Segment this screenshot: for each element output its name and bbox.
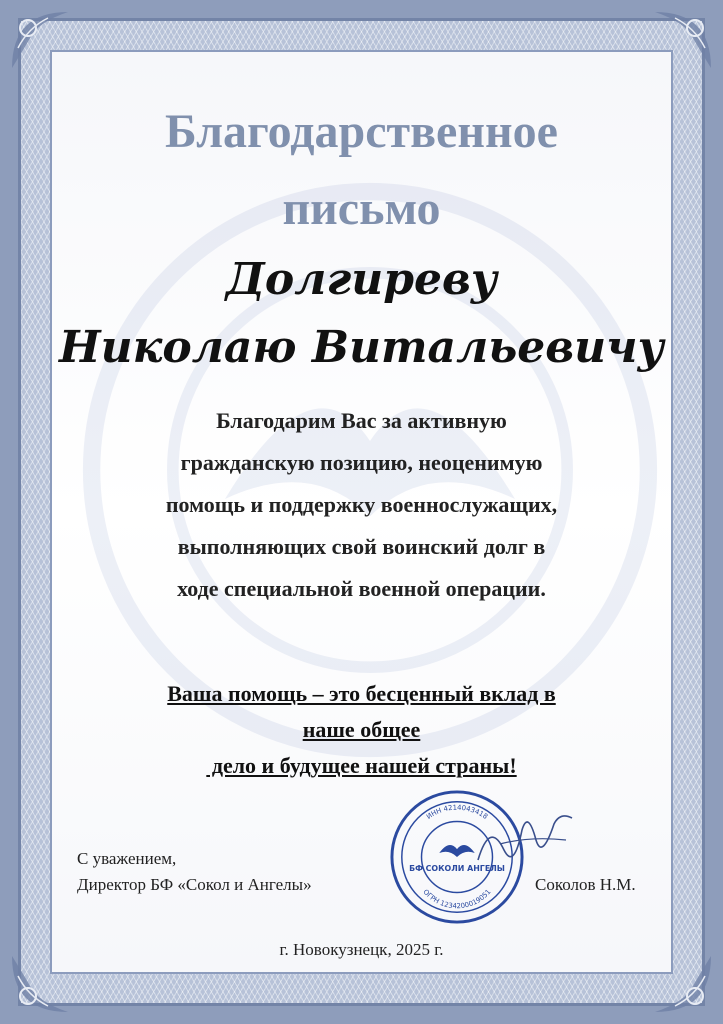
city-and-year: г. Новокузнецк, 2025 г. <box>279 940 444 959</box>
corner-ornament-icon <box>8 8 72 72</box>
corner-ornament-icon <box>8 952 72 1016</box>
highlight-line: дело и будущее нашей страны! <box>206 753 517 778</box>
recipient-surname: Долгиреву <box>225 254 498 305</box>
sender-position: Директор БФ «Сокол и Ангелы» <box>77 875 312 894</box>
svg-text:ОГРН 1234200019051: ОГРН 1234200019051 <box>421 887 493 911</box>
gratitude-text <box>80 400 643 610</box>
corner-ornament-icon <box>651 8 715 72</box>
document-title: Благодарственное <box>165 105 558 158</box>
svg-text:БФ СОКОЛИ АНГЕЛЫ: БФ СОКОЛИ АНГЕЛЫ <box>409 863 505 873</box>
corner-ornament-icon <box>651 952 715 1016</box>
gratitude-line: выполняющих свой воинский долг в <box>177 534 546 559</box>
document-title-second-line: письмо <box>282 182 441 235</box>
highlight-statement <box>80 676 643 784</box>
closing-phrase: С уважением, <box>77 849 177 868</box>
gratitude-line: гражданскую позицию, неоценимую <box>180 450 543 475</box>
svg-text:ИНН 4214043418: ИНН 4214043418 <box>424 803 490 821</box>
gratitude-line: ходе специальной военной операции. <box>177 576 546 601</box>
highlight-line: наше общее <box>302 717 421 742</box>
recipient-name: Николаю Витальевичу <box>59 322 664 373</box>
signature-block <box>77 846 312 898</box>
gratitude-line: помощь и поддержку военнослужащих, <box>165 492 558 517</box>
highlight-line: Ваша помощь – это бесценный вклад в <box>167 681 556 706</box>
handwritten-signature <box>470 800 580 880</box>
sender-name: Соколов Н.М. <box>535 875 636 894</box>
gratitude-line: Благодарим Вас за активную <box>216 408 507 433</box>
